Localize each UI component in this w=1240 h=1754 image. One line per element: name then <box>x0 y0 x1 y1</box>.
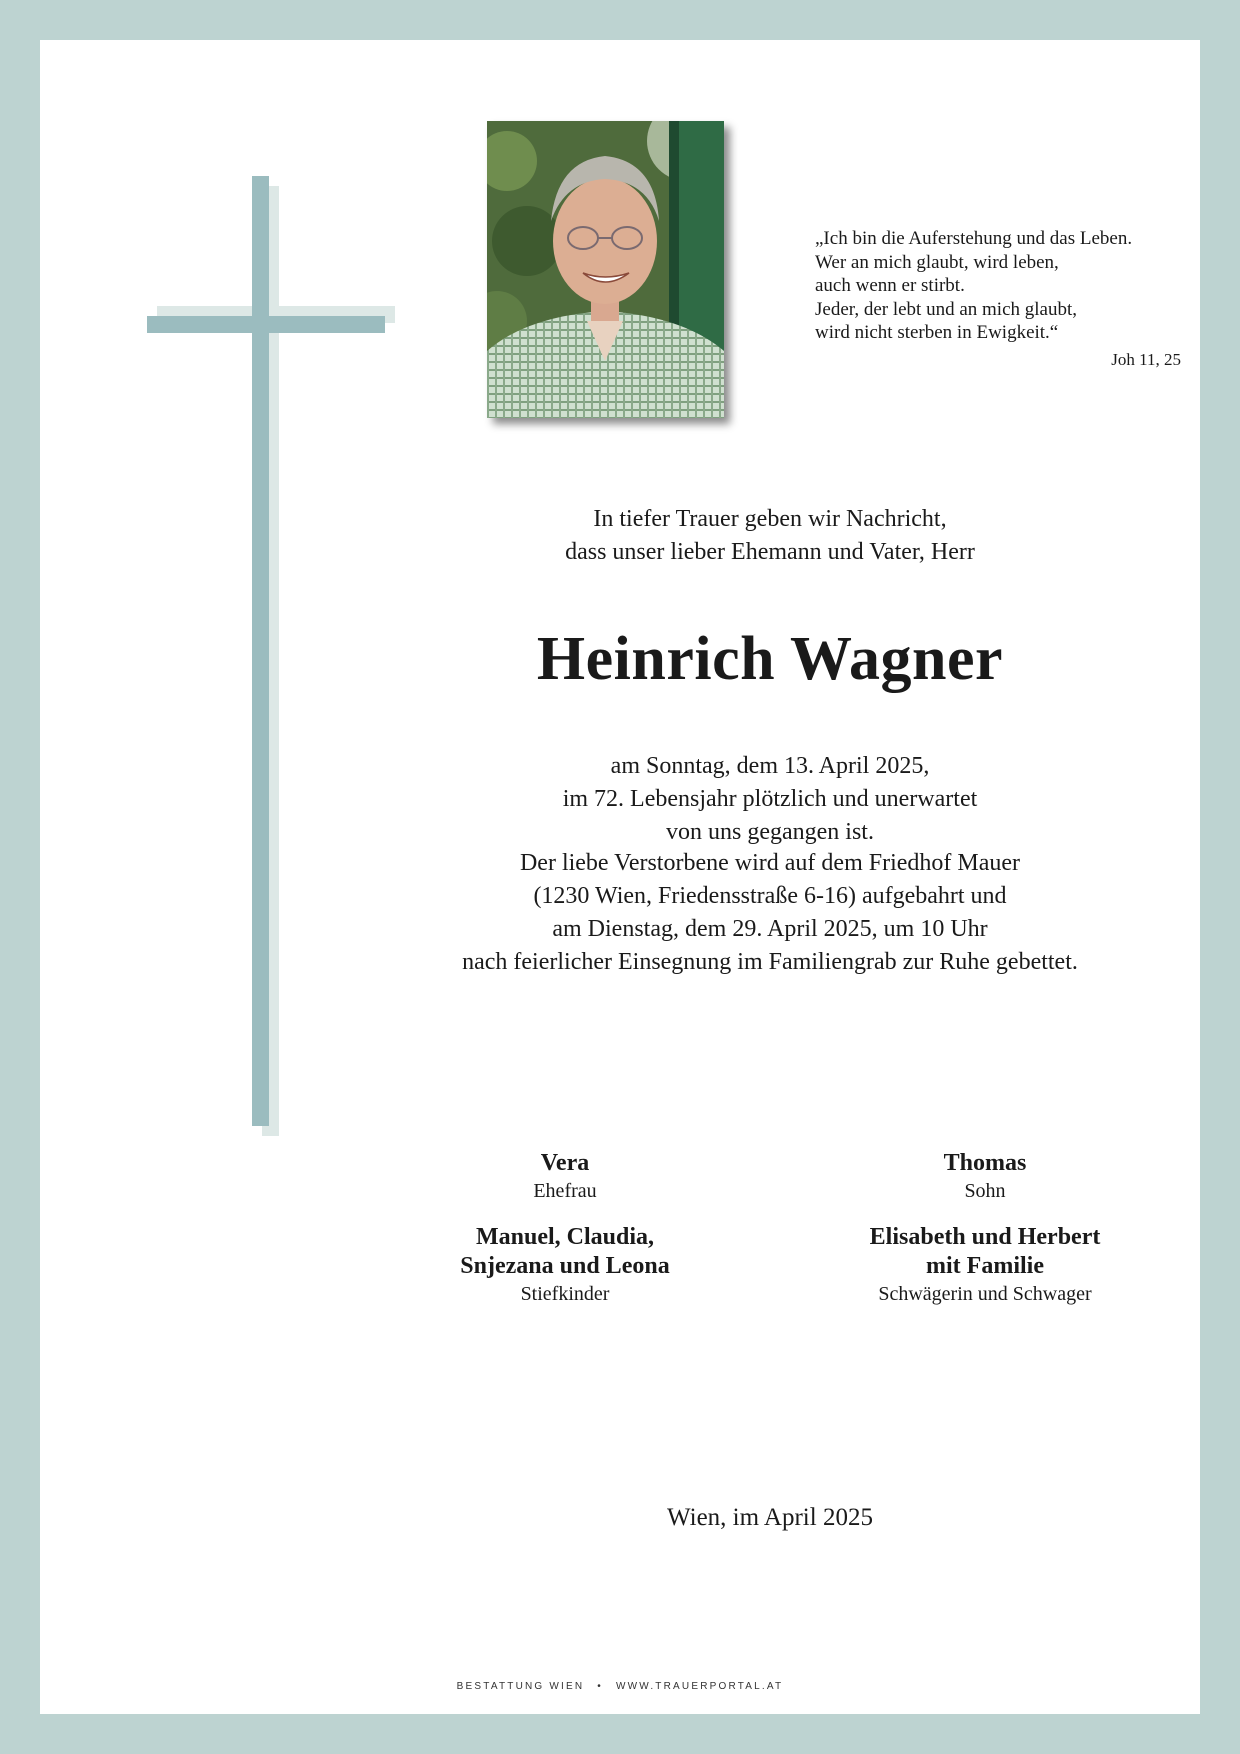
bible-quote <box>815 227 1185 371</box>
mourner-relation: Schwägerin und Schwager <box>878 1283 1092 1305</box>
quote-line: „Ich bin die Auferstehung und das Leben. <box>815 228 1133 249</box>
place-date: Wien, im April 2025 <box>667 1504 873 1531</box>
intro-line: In tiefer Trauer geben wir Nachricht, <box>593 506 947 532</box>
burial-line: nach feierlicher Einsegnung im Familiengrab zur Ruhe gebettet. <box>462 949 1078 975</box>
death-info <box>370 750 1170 849</box>
quote-line: Jeder, der lebt und an mich glaubt, <box>815 298 1077 320</box>
obituary-card <box>40 40 1200 1714</box>
info-line: im 72. Lebensjahr plötzlich und unerwartet <box>562 786 978 812</box>
quote-line: wird nicht sterben in Ewigkeit.“ <box>815 322 1059 343</box>
portrait-illustration <box>487 121 724 418</box>
burial-line: am Dienstag, dem 29. April 2025, um 10 Uhr <box>552 916 988 942</box>
footer-website-link[interactable]: WWW.TRAUERPORTAL.AT <box>615 1681 784 1692</box>
intro-line: dass unser lieber Ehemann und Vater, Herr <box>565 539 975 565</box>
mourner-wife <box>385 1149 745 1204</box>
cross-icon-bar <box>147 316 385 333</box>
burial-line: (1230 Wien, Friedensstraße 6-16) aufgebahrt und <box>533 883 1007 909</box>
footer-company: BESTATTUNG WIEN <box>456 1681 585 1692</box>
info-line: von uns gegangen ist. <box>666 819 874 845</box>
mourner-name: Thomas <box>943 1150 1027 1176</box>
footer <box>40 1681 1200 1692</box>
info-line: am Sonntag, dem 13. April 2025, <box>610 753 930 779</box>
mourner-relation: Sohn <box>964 1180 1006 1202</box>
quote-line: Wer an mich glaubt, wird leben, <box>815 251 1059 273</box>
portrait-photo <box>487 121 724 418</box>
quote-line: auch wenn er stirbt. <box>815 275 965 296</box>
burial-info <box>370 847 1170 979</box>
mourner-stepchildren <box>385 1223 745 1307</box>
mourner-relation: Ehefrau <box>533 1180 597 1202</box>
mourner-in-laws <box>805 1223 1165 1307</box>
deceased-name: Heinrich Wagner <box>536 625 1004 693</box>
burial-line: Der liebe Verstorbene wird auf dem Friedhof Mauer <box>519 850 1021 876</box>
announcement-intro <box>370 503 1170 569</box>
mourner-name: Vera <box>540 1150 590 1176</box>
mourner-son <box>805 1149 1165 1204</box>
mourner-name: mit Familie <box>926 1253 1044 1279</box>
mourner-name: Manuel, Claudia, <box>475 1224 655 1250</box>
quote-reference: Joh 11, 25 <box>1111 349 1181 369</box>
footer-separator: • <box>597 1681 603 1692</box>
mourner-name: Snjezana und Leona <box>460 1253 670 1279</box>
mourner-name: Elisabeth und Herbert <box>869 1224 1101 1250</box>
mourner-relation: Stiefkinder <box>520 1283 610 1305</box>
